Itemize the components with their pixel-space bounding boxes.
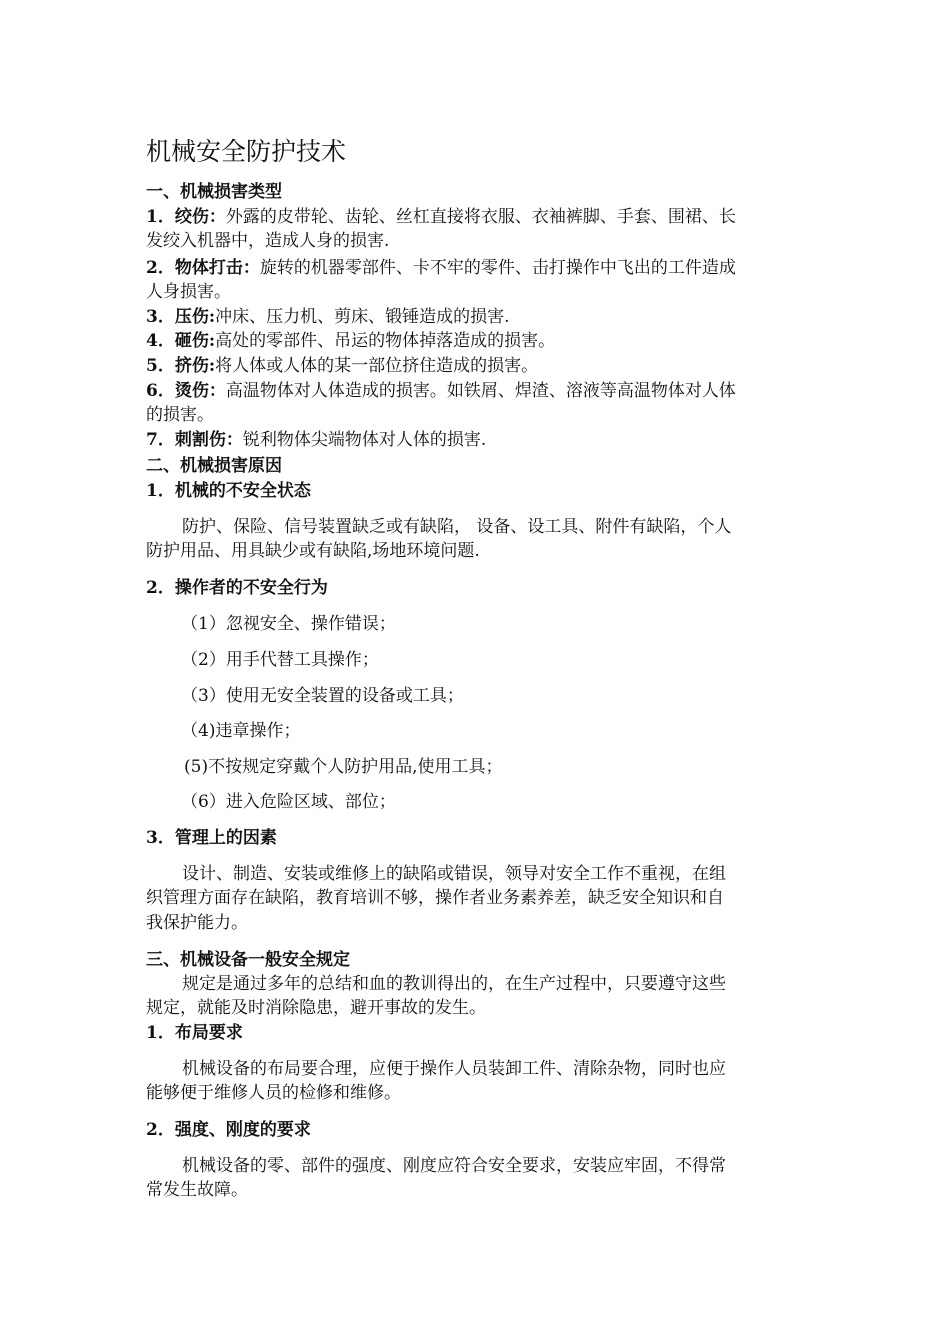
paragraph-line: 常发生故障。 xyxy=(146,1180,248,1200)
item-text: 旋转的机器零部件、卡不牢的零件、击打操作中飞出的工件造成 xyxy=(259,258,736,278)
item-label: 2．物体打击： xyxy=(146,258,260,278)
section-heading-1: 一、机械损害类型 xyxy=(146,182,282,202)
item-label: 6．烫伤： xyxy=(146,381,226,401)
list-item xyxy=(146,428,816,452)
item-text-cont: 发绞入机器中，造成人身的损害. xyxy=(146,231,390,251)
paragraph-line: 规定是通过多年的总结和血的教训得出的，在生产过程中，只要遵守这些 xyxy=(182,974,726,994)
subsection-heading: 3．管理上的因素 xyxy=(146,828,277,848)
list-item: （6）进入危险区域、部位； xyxy=(181,792,396,812)
subsection-heading: 1．布局要求 xyxy=(146,1023,243,1043)
paragraph-line: 我保护能力。 xyxy=(146,913,248,933)
item-text-cont: 人身损害。 xyxy=(146,282,231,302)
paragraph-line: 织管理方面存在缺陷，教育培训不够，操作者业务素养差，缺乏安全知识和自 xyxy=(146,888,724,908)
list-item: （3）使用无安全装置的设备或工具； xyxy=(181,686,464,706)
list-item: （2）用手代替工具操作； xyxy=(181,650,379,670)
paragraph-line: 设计、制造、安装或维修上的缺陷或错误，领导对安全工作不重视，在组 xyxy=(182,864,726,884)
item-text-cont: 的损害。 xyxy=(146,405,214,425)
paragraph-line: 防护、保险、信号装置缺乏或有缺陷， 设备、设工具、附件有缺陷，个人 xyxy=(182,517,732,537)
item-label: 5．挤伤: xyxy=(146,356,216,376)
list-item xyxy=(146,379,816,403)
paragraph-line: 能够便于维修人员的检修和维修。 xyxy=(146,1083,401,1103)
paragraph-line: 防护用品、用具缺少或有缺陷,场地环境问题. xyxy=(146,541,480,561)
item-text: 高处的零部件、吊运的物体掉落造成的损害。 xyxy=(215,331,556,351)
paragraph-line: 机械设备的布局要合理，应便于操作人员装卸工件、清除杂物，同时也应 xyxy=(182,1059,726,1079)
page-title: 机械安全防护技术 xyxy=(146,137,347,166)
section-heading-3: 三、机械设备一般安全规定 xyxy=(146,950,350,970)
section-heading-2: 二、机械损害原因 xyxy=(146,456,282,476)
item-label: 4．砸伤: xyxy=(146,331,216,351)
item-label: 1．绞伤： xyxy=(146,207,226,227)
item-text: 锐利物体尖端物体对人体的损害. xyxy=(242,430,487,450)
item-text: 冲床、压力机、剪床、锻锤造成的损害. xyxy=(215,307,510,327)
list-item xyxy=(146,305,816,329)
list-item xyxy=(146,354,816,378)
item-label: 7．刺割伤： xyxy=(146,430,243,450)
subsection-heading: 2．强度、刚度的要求 xyxy=(146,1120,311,1140)
list-item xyxy=(146,329,816,353)
subsection-heading: 2．操作者的不安全行为 xyxy=(146,578,328,598)
subsection-heading: 1．机械的不安全状态 xyxy=(146,481,311,501)
list-item: (5)不按规定穿戴个人防护用品,使用工具； xyxy=(184,757,503,777)
paragraph-line: 规定，就能及时消除隐患，避开事故的发生。 xyxy=(146,998,486,1018)
list-item xyxy=(146,256,816,280)
list-item: （4)违章操作； xyxy=(181,721,301,741)
item-text: 外露的皮带轮、齿轮、丝杠直接将衣服、衣袖裤脚、手套、围裙、长 xyxy=(225,207,736,227)
item-text: 高温物体对人体造成的损害。如铁屑、焊渣、溶液等高温物体对人体 xyxy=(225,381,736,401)
list-item xyxy=(146,205,816,229)
list-item: （1）忽视安全、操作错误； xyxy=(181,614,396,634)
item-text: 将人体或人体的某一部位挤住造成的损害。 xyxy=(215,356,539,376)
item-label: 3．压伤: xyxy=(146,307,216,327)
paragraph-line: 机械设备的零、部件的强度、刚度应符合安全要求，安装应牢固，不得常 xyxy=(182,1156,726,1176)
